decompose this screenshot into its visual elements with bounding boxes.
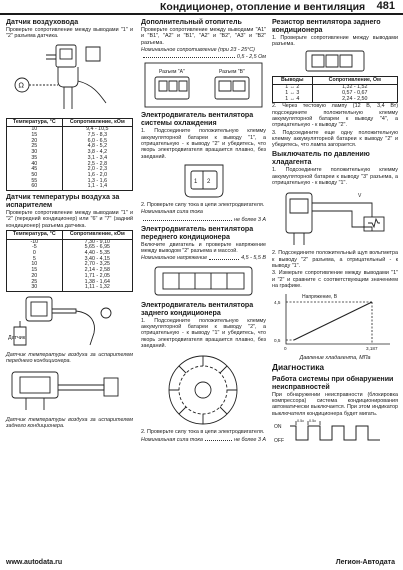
section-title: Резистор вентилятора заднего кондиционера (272, 18, 381, 34)
duct-sensor-table (6, 118, 133, 191)
section-title: Датчик воздуховода (6, 18, 79, 26)
section-text: 2. Подсоедините положительный щуп вольтметра к выводу "2" разъема, а отрицательный - к выводу "1". (272, 250, 398, 269)
table-header: Температура, °С (7, 118, 63, 127)
table-header: Температура, °С (7, 230, 63, 239)
section-text: 1. Подсоедините положительную клемму аккумуляторной батареи к выводу "3" разъема, а отрицательную - к выводу "1". (272, 167, 398, 187)
section-text: Проверьте сопротивление между выводами "1" и "2" (передний кондиционер) или "6" и "7" (задний кондиционер) разъема датчика. (6, 210, 133, 229)
section-text: Включите двигатель и проверьте напряжение между выводом "2" разъема и массой. (141, 241, 266, 255)
table-row: 60 1,1 - 1,4 (7, 184, 133, 190)
section-text: 2. Проверьте силу тока в цепи электродвигателя. (141, 201, 265, 208)
connector-a-label: Разъем "A" (159, 69, 185, 76)
table-row: 20 1,71 - 2,05 (7, 274, 133, 280)
column-left (6, 16, 133, 430)
nominal-label: Номинальная сила тока (141, 209, 203, 216)
graph-xtick: 3,187 (366, 346, 378, 352)
table-row: 25 1,38 - 1,64 (7, 280, 133, 286)
graph-ytick: 0,5 (274, 338, 281, 344)
nominal-value: 4,5 - 5,5 В (241, 255, 266, 262)
table-header: Сопротивление, Ом (312, 76, 397, 85)
nominal-value: не более 3 А (234, 436, 266, 443)
blink-timing-diagram (272, 418, 398, 448)
table-row: 25 4,8 - 5,2 (7, 144, 133, 150)
pressure-switch-figure (272, 187, 398, 249)
resistor-connector-figure (272, 49, 398, 75)
section-title: Электродвигатель вентилятора переднего кондиционера (141, 224, 254, 241)
table-row: 20 6,0 - 6,5 (7, 139, 133, 145)
nominal-value-line (141, 54, 266, 60)
section-text: Проверьте сопротивление между выводами "1" и "2" разъема датчика. (6, 27, 133, 40)
rear-fan-motor-figure (141, 350, 266, 428)
rear-evaporator-sensor-figure (6, 366, 133, 416)
column-right (272, 16, 398, 449)
table-header: Сопротивление, кОм (62, 118, 132, 127)
ohm-symbol: Ω (18, 81, 24, 90)
table-row: 15 7,5 - 8,3 (7, 133, 133, 139)
page-title: Кондиционер, отопление и вентиляция (160, 1, 366, 13)
table-row: -10 7,30 - 9,10 (7, 239, 133, 245)
table-row: 55 1,3 - 1,6 (7, 179, 133, 185)
timing-label: 0.5с (297, 419, 305, 424)
page-number: 481 (376, 0, 395, 12)
off-label: OFF (274, 438, 284, 445)
timing-label: 0.5с (309, 419, 317, 424)
nominal-value-line (141, 217, 266, 223)
svg-text:V: V (358, 193, 362, 200)
front-fan-connector-figure (141, 263, 266, 299)
section-text: 1. Подсоедините положительную клемму аккумуляторной батареи к выводу "2", а отрицательную - к выводу "1" и убедитесь, что якорь электродвигателя вращается плавно, без заеданий. (141, 317, 266, 349)
table-row: 1 ↔ 3 0,57 - 0,67 (273, 91, 398, 97)
section-title: Выключатель по давлению хладагента (272, 150, 370, 167)
duct-sensor-figure (6, 41, 133, 117)
nominal-label: Номинальное напряжение (141, 255, 208, 262)
nominal-label: Номинальная сила тока (141, 436, 203, 443)
table-row: 50 1,6 - 2,0 (7, 173, 133, 179)
section-title: Электродвигатель вентилятора заднего кондиционера (141, 300, 254, 317)
svg-text:2: 2 (207, 178, 211, 185)
header-rule (0, 13, 403, 15)
voltage-pressure-graph (272, 290, 398, 354)
cooling-fan-connector-figure (141, 161, 266, 201)
on-label: ON (274, 424, 282, 431)
table-header: Выводы (273, 76, 313, 85)
table-row: 5 3,40 - 4,15 (7, 257, 133, 263)
table-row: 1 ↔ 4 2,24 - 2,50 (273, 97, 398, 103)
graph-ytick: 4,5 (274, 300, 281, 306)
footer-url: www.autodata.ru (6, 559, 63, 566)
table-header: Сопротивление, кОм (62, 230, 132, 239)
table-row: 0 4,40 - 5,35 (7, 251, 133, 257)
section-title: Дополнительный отопитель (141, 18, 242, 26)
footer-brand: Легион-Автодата (335, 559, 395, 566)
evaporator-sensor-table (6, 230, 133, 292)
front-evaporator-sensor-figure (6, 293, 133, 351)
graph-xlabel: Давление хладагента, МПа (299, 355, 371, 362)
table-row: -5 5,65 - 6,95 (7, 245, 133, 251)
table-row: 30 3,8 - 4,2 (7, 150, 133, 156)
graph-xtick: 0 (284, 346, 287, 352)
section-text: 1. Проверьте сопротивление между выводами разъема. (272, 35, 398, 48)
graph-curve (294, 302, 372, 340)
svg-text:1: 1 (194, 178, 198, 185)
nominal-value: 0,5 - 2,5 Ом (236, 54, 266, 61)
section-text: 3. Измерьте сопротивление между выводами "1" и "2" и сравните с соответствующим значением на графике. (272, 270, 398, 289)
column-middle (141, 16, 266, 443)
section-subtitle: Работа системы при обнаружении неисправностей (272, 374, 394, 391)
blink-signal-line (290, 426, 380, 440)
section-text: 3. Подсоедините еще одну положительную клемму аккумуляторной батареи к выводу "2" и убедитесь, что лампа загорается. (272, 129, 398, 149)
nominal-value: не более 3 А (234, 216, 266, 223)
section-title: Диагностика (272, 362, 325, 373)
table-row: 40 2,5 - 2,8 (7, 162, 133, 168)
section-text: Проверьте сопротивление между выводами "A1" и "B1", "A2" и "B1", "A2" и "B2", "A3" и "B2" разъема. (141, 27, 266, 46)
section-text: 2. Через тестовую лампу (12 В, 3,4 Вт) подсоедините положительную клемму аккумуляторной батареи к выводу "4", а отрицательную - к выводу "2". (272, 103, 398, 129)
nominal-value-line (141, 437, 266, 443)
figure-caption: Датчик температуры воздуха за испарителем заднего кондиционера. (6, 416, 133, 429)
section-text: 2. Проверьте силу тока в цепи электродвигателя. (141, 429, 265, 436)
connector-b-label: Разъем "B" (219, 69, 245, 76)
section-text: 1. Подсоедините положительную клемму аккумуляторной батареи к выводу "1", а отрицательную - к выводу "2" и убедитесь, что якорь электродвигателя вращается плавно, без заеданий. (141, 128, 266, 160)
section-title: Датчик температуры воздуха за испарителем (6, 193, 120, 210)
figure-caption: Датчик температуры воздуха за испарителем переднего кондиционера. (6, 351, 133, 365)
table-row: 15 2,14 - 2,58 (7, 268, 133, 274)
table-row: 10 2,70 - 3,25 (7, 262, 133, 268)
page-header (0, 0, 403, 14)
section-text: При обнаружении неисправности (блокировка компрессора) система кондиционирования автоматически выключается. При этом индикатор выключателя кондиционера будет мигать. (272, 391, 398, 417)
table-row: 35 3,1 - 3,4 (7, 156, 133, 162)
nominal-value-line (141, 255, 266, 261)
table-row: 1 ↔ 2 1,32 - 1,52 (273, 85, 398, 91)
table-row: 30 1,11 - 1,32 (7, 285, 133, 291)
graph-ylabel: Напряжение, В (302, 294, 338, 301)
table-row: 45 2,0 - 2,3 (7, 167, 133, 173)
resistor-table (272, 76, 398, 104)
table-row: 10 9,4 - 10,5 (7, 127, 133, 133)
sensor-label: Датчик (8, 334, 26, 341)
heater-connectors-figure (141, 61, 266, 109)
nominal-label: Номинальное сопротивление (при 23 - 25°С) (141, 46, 255, 53)
section-title: Электродвигатель вентилятора системы охлаждения (141, 111, 254, 128)
